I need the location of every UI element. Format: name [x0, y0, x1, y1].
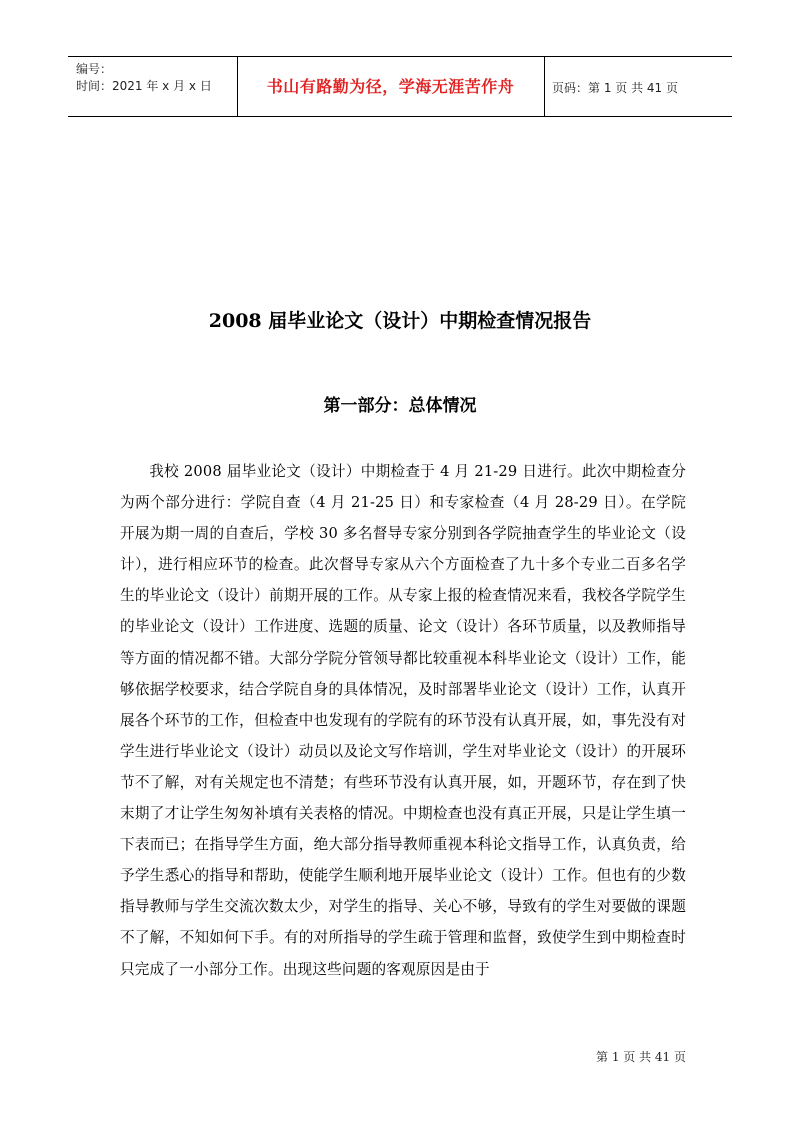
footer-page-number: 第 1 页 共 41 页: [596, 1050, 686, 1064]
header-top-rule: [68, 56, 732, 57]
header-number-label: 编号：: [76, 62, 113, 76]
document-title: 2008 届毕业论文（设计）中期检查情况报告: [208, 310, 592, 332]
body-paragraph: 我校 2008 届毕业论文（设计）中期检查于 4 月 21-29 日进行。此次中期检查分为两个部分进行：学院自查（4 月 21-25 日）和专家检查（4 月 28-29 日）。在学院开展为期一周的自查后，学校 30 多名督导专家分别到各学院抽查学生的毕业论文（设计），进行相应环节的检查。此次督导专家从六个方面检查了九十多个专业二百多名学生的毕业论文（设计）前期开展的工作。从专家上报的检查情况来看，我校各学院学生的毕业论文（设计）工作进度、选题的质量、论文（设计）各环节质量，以及教师指导等方面的情况都不错。大部分学院分管领导都比较重视本科毕业论文（设计）工作，能够依据学校要求，结合学院自身的具体情况，及时部署毕业论文（设计）工作，认真开展各个环节的工作，但检查中也发现有的学院有的环节没有认真开展，如，事先没有对学生进行毕业论文（设计）动员以及论文写作培训，学生对毕业论文（设计）的开展环节不了解，对有关规定也不清楚；有些环节没有认真开展，如，开题环节，存在到了快末期了才让学生匆匆补填有关表格的情况。中期检查也没有真正开展，只是让学生填一下表而已；在指导学生方面，绝大部分指导教师重视本科论文指导工作，认真负责，给予学生悉心的指导和帮助，使能学生顺利地开展毕业论文（设计）工作。但也有的少数指导教师与学生交流次数太少，对学生的指导、关心不够，导致有的学生对要做的课题不了解，不知如何下手。有的对所指导的学生疏于管理和监督，致使学生到中期检查时只完成了一小部分工作。出现这些问题的客观原因是由于: [120, 463, 686, 978]
header-meta: [76, 61, 212, 95]
header-bottom-rule: [68, 116, 732, 117]
header-page-label: 页码：第 1 页 共 41 页: [552, 81, 678, 95]
section-title: 第一部分：总体情况: [323, 396, 477, 416]
header-time-label: 时间：2021 年 x 月 x 日: [76, 79, 212, 93]
header-motto: 书山有路勤为径，学海无涯苦作舟: [266, 77, 515, 96]
header-divider-right: [544, 56, 545, 116]
